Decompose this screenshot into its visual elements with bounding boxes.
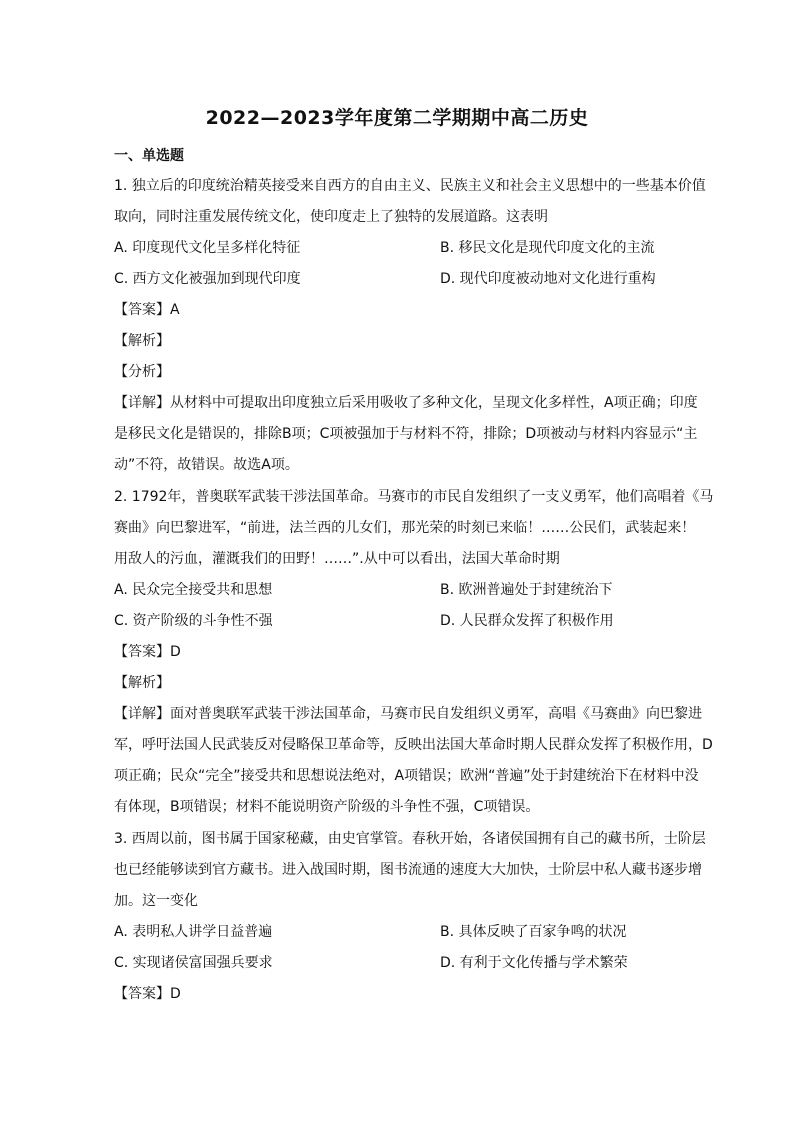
q2-analysis-heading: 【解析】 bbox=[114, 675, 170, 691]
q2-detail-line-4: 有体现，B项错误；材料不能说明资产阶级的斗争性不强，C项错误。 bbox=[114, 799, 540, 815]
section-heading: 一、单选题 bbox=[114, 148, 184, 164]
q1-stem-line-2: 取向，同时注重发展传统文化，使印度走上了独特的发展道路。这表明 bbox=[114, 209, 548, 225]
q2-option-d: D. 人民群众发挥了积极作用 bbox=[440, 613, 614, 629]
q2-stem-line-3: 用敌人的污血，灌溉我们的田野！……”.从中可以看出，法国大革命时期 bbox=[114, 551, 560, 567]
q1-option-a: A. 印度现代文化呈多样化特征 bbox=[114, 240, 301, 256]
page-title: 2022—2023学年度第二学期期中高二历史 bbox=[205, 107, 589, 129]
q1-detail-line-3: 动”不符，故错误。故选A项。 bbox=[114, 457, 299, 473]
q3-stem-line-3: 加。这一变化 bbox=[114, 893, 198, 909]
q3-option-d: D. 有利于文化传播与学术繁荣 bbox=[440, 955, 628, 971]
q3-stem-line-1: 3. 西周以前，图书属于国家秘藏，由史官掌管。春秋开始，各诸侯国拥有自己的藏书所，士阶层 bbox=[114, 831, 706, 847]
q3-answer: 【答案】D bbox=[114, 986, 181, 1002]
q2-detail-line-3: 项正确；民众“完全”接受共和思想说法绝对，A项错误；欧洲“普遍”处于封建统治下在材料中没 bbox=[114, 768, 699, 784]
q2-stem-line-2: 赛曲》向巴黎进军，“前进，法兰西的儿女们，那光荣的时刻已来临！……公民们，武装起来！ bbox=[114, 520, 696, 536]
q2-option-c: C. 资产阶级的斗争性不强 bbox=[114, 613, 273, 629]
q1-breakdown-heading: 【分析】 bbox=[114, 364, 170, 380]
q1-stem-line-1: 1. 独立后的印度统治精英接受来自西方的自由主义、民族主义和社会主义思想中的一些基本价值 bbox=[114, 178, 706, 194]
q1-detail-line-1: 【详解】从材料中可提取出印度独立后采用吸收了多种文化，呈现文化多样性，A项正确；印度 bbox=[114, 395, 698, 411]
q2-option-a: A. 民众完全接受共和思想 bbox=[114, 582, 273, 598]
q1-answer: 【答案】A bbox=[114, 302, 180, 318]
q1-option-d: D. 现代印度被动地对文化进行重构 bbox=[440, 271, 656, 287]
q3-option-c: C. 实现诸侯富国强兵要求 bbox=[114, 955, 273, 971]
q2-detail-line-1: 【详解】面对普奥联军武装干涉法国革命，马赛市民自发组织义勇军，高唱《马赛曲》向巴黎进 bbox=[114, 706, 702, 722]
q1-analysis-heading: 【解析】 bbox=[114, 333, 170, 349]
q2-option-b: B. 欧洲普遍处于封建统治下 bbox=[440, 582, 613, 598]
q1-detail-line-2: 是移民文化是错误的，排除B项；C项被强加于与材料不符，排除；D项被动与材料内容显示“主 bbox=[114, 426, 698, 442]
q1-option-b: B. 移民文化是现代印度文化的主流 bbox=[440, 240, 655, 256]
q2-stem-line-1: 2. 1792年，普奥联军武装干涉法国革命。马赛市的市民自发组织了一支义勇军，他们高唱着《马 bbox=[114, 489, 714, 505]
q2-detail-line-2: 军，呼吁法国人民武装反对侵略保卫革命等，反映出法国大革命时期人民群众发挥了积极作用，D bbox=[114, 737, 713, 753]
q3-stem-line-2: 也已经能够读到官方藏书。进入战国时期，图书流通的速度大大加快，士阶层中私人藏书逐步增 bbox=[114, 862, 702, 878]
q2-answer: 【答案】D bbox=[114, 644, 181, 660]
q1-option-c: C. 西方文化被强加到现代印度 bbox=[114, 271, 301, 287]
q3-option-b: B. 具体反映了百家争鸣的状况 bbox=[440, 924, 627, 940]
q3-option-a: A. 表明私人讲学日益普遍 bbox=[114, 924, 273, 940]
